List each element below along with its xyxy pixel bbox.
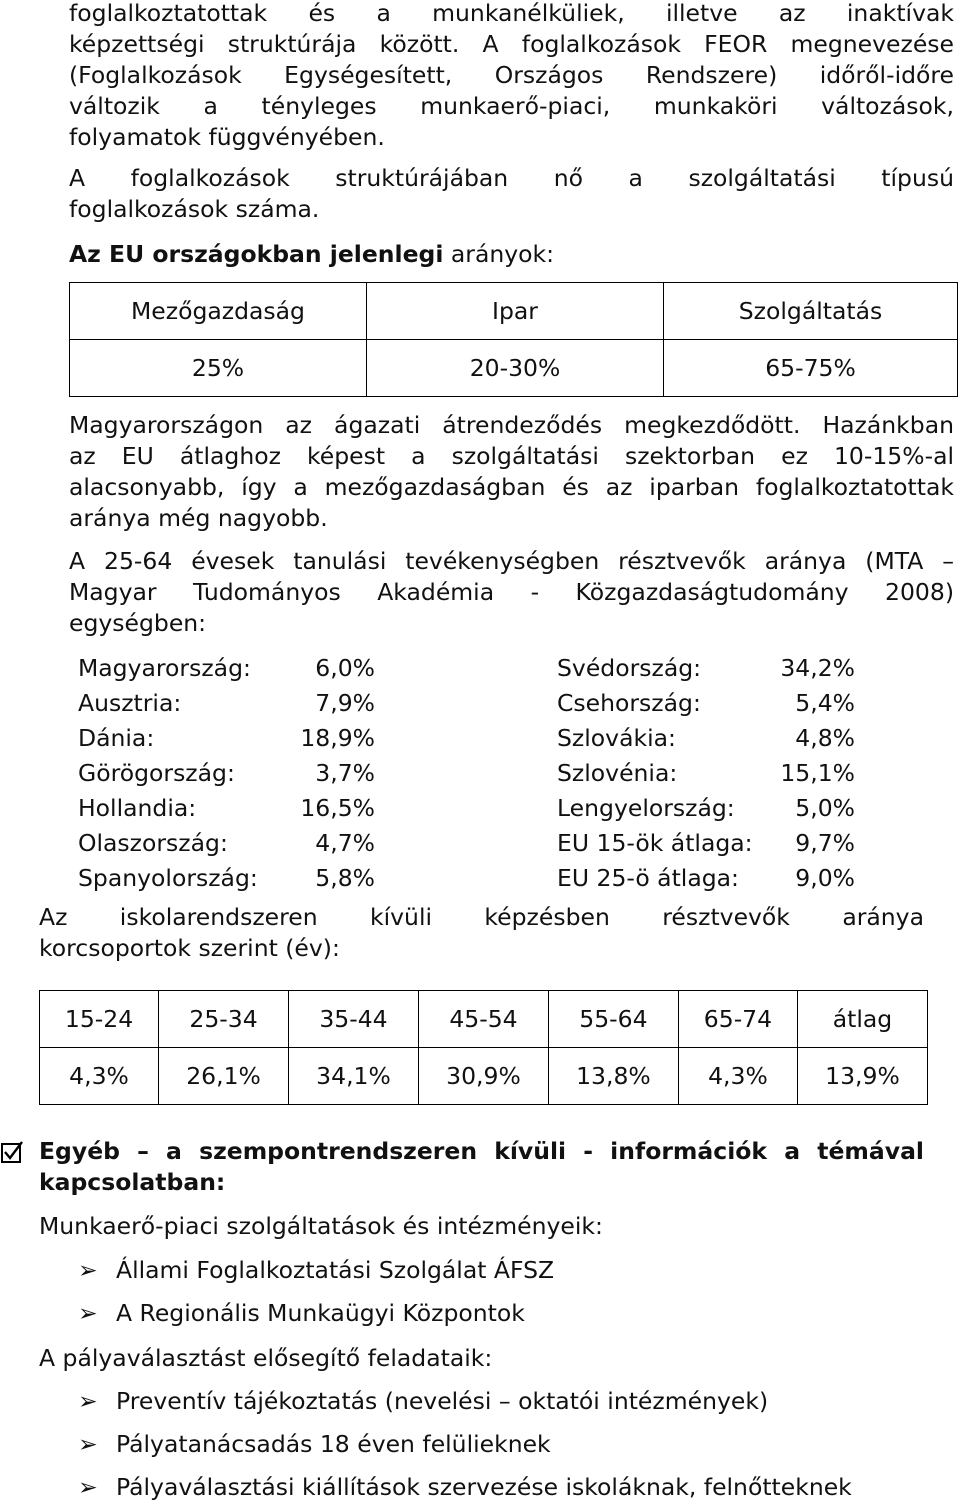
sector-header: Szolgáltatás <box>664 283 958 340</box>
sector-header: Ipar <box>367 283 664 340</box>
age-value: 34,1% <box>289 1048 419 1105</box>
age-paragraph <box>39 902 924 964</box>
eu-heading <box>69 239 954 270</box>
list-item-text: Pályatanácsadás 18 éven felülieknek <box>116 1430 551 1458</box>
list-item <box>78 1299 525 1327</box>
country-value: 4,7% <box>315 829 375 857</box>
services-label: Munkaerő-piaci szolgáltatások és intézményeik: <box>39 1212 603 1240</box>
text-line: Magyar Tudományos Akadémia - Közgazdaságtudomány 2008) <box>69 578 954 606</box>
country-name: Ausztria: <box>78 689 182 717</box>
arrow-bullet-icon: ➢ <box>78 1256 98 1284</box>
text-line: az EU átlaghoz képest a szolgáltatási szektorban ez 10-15%-al <box>69 442 954 470</box>
country-value: 4,8% <box>795 724 855 752</box>
sector-header: Mezőgazdaság <box>70 283 367 340</box>
age-value: 4,3% <box>678 1048 797 1105</box>
list-item <box>78 1473 852 1501</box>
age-value: 13,8% <box>548 1048 678 1105</box>
age-header: 35-44 <box>289 991 419 1048</box>
age-value: 30,9% <box>418 1048 548 1105</box>
country-name: Magyarország: <box>78 654 251 682</box>
country-value: 5,8% <box>315 864 375 892</box>
list-item-text: Preventív tájékoztatás (nevelési – oktatói intézmények) <box>116 1387 769 1415</box>
country-value: 3,7% <box>315 759 375 787</box>
other-section-title <box>39 1136 924 1198</box>
age-value: 26,1% <box>159 1048 289 1105</box>
text-line: Egyéb – a szempontrendszeren kívüli - információk a témával <box>39 1137 924 1165</box>
arrow-bullet-icon: ➢ <box>78 1430 98 1458</box>
country-name: Szlovénia: <box>557 759 678 787</box>
eu-heading-bold: Az EU országokban jelenlegi <box>69 240 444 268</box>
country-value: 6,0% <box>315 654 375 682</box>
text-line: (Foglalkozások Egységesített, Országos Rendszere) időről-időre <box>69 61 954 89</box>
arrow-bullet-icon: ➢ <box>78 1473 98 1501</box>
country-name: Dánia: <box>78 724 155 752</box>
text-line: foglalkoztatottak és a munkanélküliek, illetve az inaktívak <box>69 0 954 27</box>
arrow-bullet-icon: ➢ <box>78 1299 98 1327</box>
country-value: 5,4% <box>795 689 855 717</box>
learning-paragraph <box>69 546 954 639</box>
country-name: Csehország: <box>557 689 701 717</box>
text-line: változik a tényleges munkaerő-piaci, munkaköri változások, <box>69 92 954 120</box>
country-name: Szlovákia: <box>557 724 676 752</box>
list-item <box>78 1256 554 1284</box>
arrow-bullet-icon: ➢ <box>78 1387 98 1415</box>
age-header: 15-24 <box>40 991 159 1048</box>
country-name: EU 15-ök átlaga: <box>557 829 753 857</box>
age-header: 25-34 <box>159 991 289 1048</box>
country-value: 15,1% <box>780 759 855 787</box>
country-value: 5,0% <box>795 794 855 822</box>
country-value: 16,5% <box>300 794 375 822</box>
age-header: 65-74 <box>678 991 797 1048</box>
country-value: 9,0% <box>795 864 855 892</box>
checkbox-checked-icon <box>0 1140 24 1164</box>
eu-heading-rest: arányok: <box>443 240 555 268</box>
tasks-label: A pályaválasztást elősegítő feladataik: <box>39 1344 493 1372</box>
country-name: EU 25-ö átlaga: <box>557 864 739 892</box>
country-value: 34,2% <box>780 654 855 682</box>
age-header: átlag <box>797 991 927 1048</box>
list-item-text: A Regionális Munkaügyi Központok <box>116 1299 525 1327</box>
text-line: foglalkozások száma. <box>69 195 320 223</box>
hungary-paragraph <box>69 410 954 534</box>
sector-table <box>69 282 958 397</box>
country-name: Svédország: <box>557 654 702 682</box>
country-name: Görögország: <box>78 759 235 787</box>
intro-paragraph <box>69 0 954 153</box>
country-value: 9,7% <box>795 829 855 857</box>
text-line: A foglalkozások struktúrájában nő a szolgáltatási típusú <box>69 164 954 192</box>
country-value: 18,9% <box>300 724 375 752</box>
age-header: 55-64 <box>548 991 678 1048</box>
text-line: Magyarországon az ágazati átrendeződés megkezdődött. Hazánkban <box>69 411 954 439</box>
text-line: aránya még nagyobb. <box>69 504 328 532</box>
sector-value: 65-75% <box>664 340 958 397</box>
list-item <box>78 1430 551 1458</box>
age-value: 4,3% <box>40 1048 159 1105</box>
list-item <box>78 1387 768 1415</box>
country-name: Spanyolország: <box>78 864 258 892</box>
age-value: 13,9% <box>797 1048 927 1105</box>
country-name: Hollandia: <box>78 794 197 822</box>
text-line: kapcsolatban: <box>39 1168 226 1196</box>
text-line: képzettségi struktúrája között. A foglalkozások FEOR megnevezése <box>69 30 954 58</box>
text-line: egységben: <box>69 609 207 637</box>
sector-value: 20-30% <box>367 340 664 397</box>
services-paragraph <box>69 163 954 225</box>
list-item-text: Pályaválasztási kiállítások szervezése iskoláknak, felnőtteknek <box>116 1473 852 1501</box>
text-line: folyamatok függvényében. <box>69 123 385 151</box>
text-line: Az iskolarendszeren kívüli képzésben résztvevők aránya <box>39 903 924 931</box>
country-name: Lengyelország: <box>557 794 735 822</box>
country-value: 7,9% <box>315 689 375 717</box>
text-line: A 25-64 évesek tanulási tevékenységben résztvevők aránya (MTA – <box>69 547 954 575</box>
age-table <box>39 990 928 1105</box>
text-line: alacsonyabb, így a mezőgazdaságban és az iparban foglalkoztatottak <box>69 473 954 501</box>
country-name: Olaszország: <box>78 829 228 857</box>
sector-value: 25% <box>70 340 367 397</box>
age-header: 45-54 <box>418 991 548 1048</box>
text-line: korcsoportok szerint (év): <box>39 934 340 962</box>
list-item-text: Állami Foglalkoztatási Szolgálat ÁFSZ <box>116 1256 555 1284</box>
